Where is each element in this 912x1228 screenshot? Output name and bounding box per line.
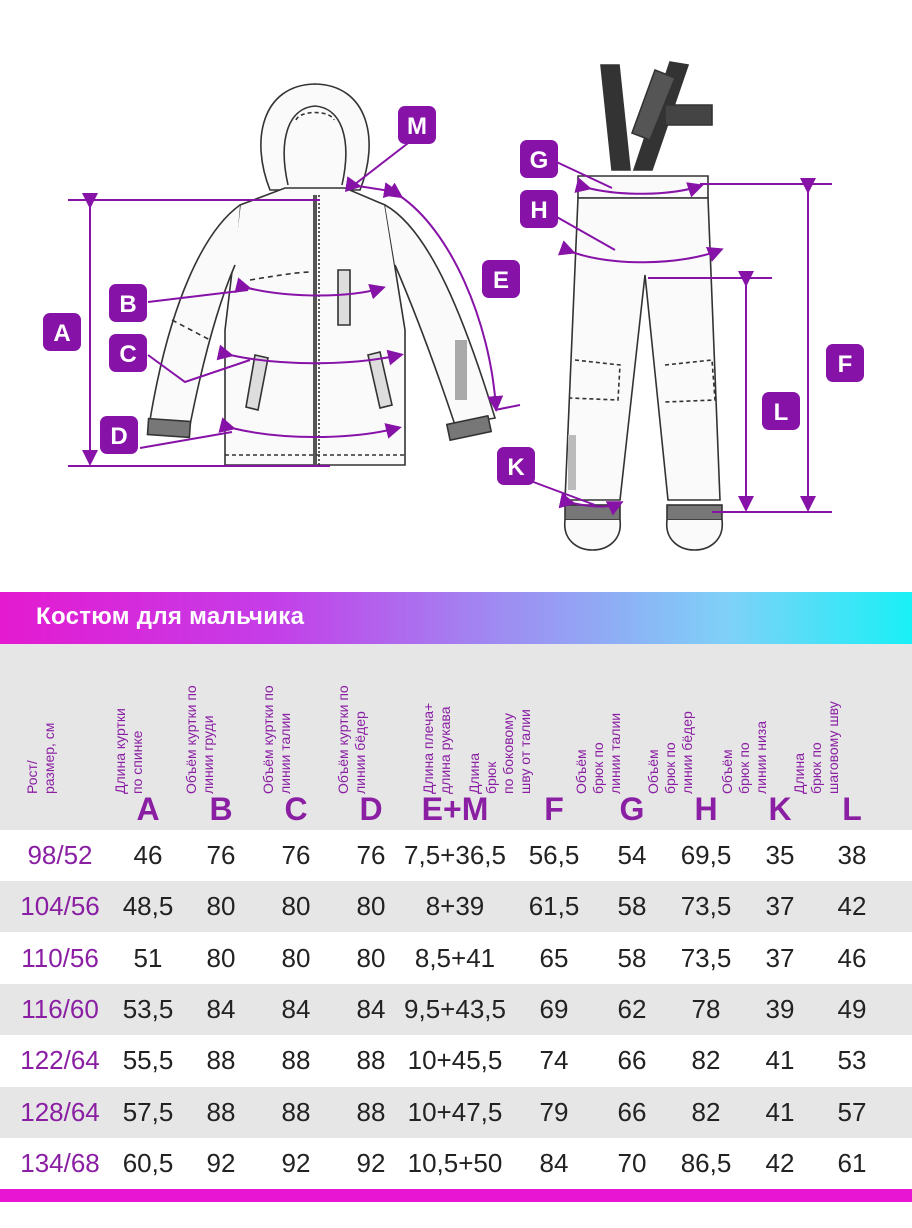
header-description: Длина брюк по шаговому шву [791, 701, 841, 794]
value-cell: 88 [281, 1096, 311, 1127]
value-cell: 54 [617, 840, 647, 870]
value-cell: 42 [765, 1147, 795, 1178]
header-description: Объём брюк по линии низа [719, 720, 769, 794]
jacket-drawing [147, 84, 495, 465]
header-letter: D [359, 791, 383, 827]
size-cell: 128/64 [20, 1096, 100, 1127]
value-cell: 73,5 [680, 891, 732, 922]
header-description: Длина брюк по боковому шву от талии [466, 709, 533, 794]
label-l [762, 392, 800, 430]
label-h [520, 190, 558, 228]
value-cell: 41 [765, 1045, 795, 1076]
value-cell: 82 [691, 1096, 721, 1127]
value-cell: 58 [617, 942, 647, 973]
label-k [497, 447, 535, 485]
value-cell: 86,5 [680, 1147, 732, 1178]
svg-text:F: F [837, 351, 853, 378]
header-description: Объём брюк по линии талии [573, 712, 623, 794]
value-cell: 69,5 [680, 840, 732, 870]
value-cell: 7,5+36,5 [404, 840, 506, 870]
value-cell: 80 [356, 891, 386, 922]
value-cell: 10+47,5 [407, 1096, 503, 1127]
header-description: Объём куртки по линии груди [183, 685, 216, 794]
svg-text:D: D [110, 423, 128, 450]
value-cell: 10,5+50 [407, 1147, 503, 1178]
table-row [0, 933, 912, 984]
header-letter: K [768, 791, 792, 827]
value-cell: 37 [765, 942, 795, 973]
header-letter: G [619, 791, 645, 827]
value-cell: 84 [206, 993, 236, 1024]
header-letter: A [136, 791, 160, 827]
value-cell: 57 [837, 1096, 867, 1127]
table-title: Костюм для мальчика [36, 603, 305, 630]
value-cell: 61 [837, 1147, 867, 1178]
header-letter: C [284, 791, 308, 827]
label-c [109, 334, 147, 372]
value-cell: 78 [691, 993, 721, 1024]
size-cell: 104/56 [20, 891, 100, 922]
svg-text:A: A [53, 320, 71, 347]
value-cell: 41 [765, 1096, 795, 1127]
value-cell: 80 [281, 891, 311, 922]
size-cell: 110/56 [21, 942, 99, 973]
value-cell: 56,5 [528, 840, 580, 870]
value-cell: 84 [281, 993, 311, 1024]
value-cell: 38 [837, 840, 867, 870]
header-description: Объём брюк по линии бёдер [645, 711, 695, 794]
value-cell: 84 [539, 1147, 569, 1178]
value-cell: 53 [837, 1045, 867, 1076]
header-letter: H [694, 791, 718, 827]
value-cell: 69 [539, 993, 569, 1024]
value-cell: 92 [206, 1147, 236, 1178]
label-g [520, 140, 558, 178]
header-description: Длина плеча+ длина рукава [420, 702, 453, 794]
value-cell: 88 [206, 1096, 236, 1127]
value-cell: 9,5+43,5 [404, 993, 506, 1024]
value-cell: 80 [281, 942, 311, 973]
value-cell: 51 [133, 942, 163, 973]
value-cell: 37 [765, 891, 795, 922]
pants-drawing [565, 62, 723, 550]
value-cell: 58 [617, 891, 647, 922]
value-cell: 79 [539, 1096, 569, 1127]
svg-text:C: C [119, 341, 137, 368]
label-f [826, 344, 864, 382]
header-description: Рост/ размер, см [24, 722, 57, 794]
size-cell: 98/52 [27, 840, 93, 870]
value-cell: 55,5 [122, 1045, 174, 1076]
svg-text:L: L [773, 399, 789, 426]
svg-text:E: E [492, 267, 510, 294]
value-cell: 8,5+41 [414, 942, 496, 973]
header-letter: B [209, 791, 233, 827]
value-cell: 88 [206, 1045, 236, 1076]
value-cell: 80 [206, 891, 236, 922]
label-a [43, 313, 81, 351]
label-e [482, 260, 520, 298]
value-cell: 46 [133, 840, 163, 870]
value-cell: 73,5 [680, 942, 732, 973]
value-cell: 48,5 [122, 891, 174, 922]
value-cell: 65 [539, 942, 569, 973]
value-cell: 49 [837, 993, 867, 1024]
value-cell: 66 [617, 1045, 647, 1076]
table-row [0, 881, 912, 932]
value-cell: 10+45,5 [407, 1045, 503, 1076]
value-cell: 61,5 [528, 891, 580, 922]
size-cell: 134/68 [20, 1147, 100, 1178]
value-cell: 92 [281, 1147, 311, 1178]
value-cell: 80 [356, 942, 386, 973]
value-cell: 46 [837, 942, 867, 973]
header-description: Объём куртки по линии бёдер [335, 685, 368, 794]
header-letter: E+M [421, 791, 489, 827]
svg-text:G: G [529, 147, 549, 174]
value-cell: 60,5 [122, 1147, 174, 1178]
value-cell: 74 [539, 1045, 569, 1076]
table-row [0, 1035, 912, 1086]
size-diagram [0, 0, 912, 590]
value-cell: 92 [356, 1147, 386, 1178]
value-cell: 70 [617, 1147, 647, 1178]
value-cell: 42 [837, 891, 867, 922]
value-cell: 57,5 [122, 1096, 174, 1127]
value-cell: 76 [206, 840, 236, 870]
value-cell: 88 [281, 1045, 311, 1076]
label-b [109, 284, 147, 322]
size-cell: 122/64 [20, 1045, 100, 1076]
svg-text:H: H [530, 197, 548, 224]
table-row [0, 984, 912, 1035]
value-cell: 53,5 [122, 993, 174, 1024]
value-cell: 66 [617, 1096, 647, 1127]
table-header [0, 644, 912, 830]
value-cell: 35 [765, 840, 795, 870]
header-letter: F [544, 791, 564, 827]
header-letter: L [842, 791, 862, 827]
svg-text:M: M [407, 113, 427, 140]
value-cell: 80 [206, 942, 236, 973]
label-d [100, 416, 138, 454]
table-title-bar [0, 592, 912, 644]
size-cell: 116/60 [21, 993, 99, 1024]
label-m [398, 106, 436, 144]
header-description: Объём куртки по линии талии [260, 685, 293, 794]
bottom-accent-bar [0, 1189, 912, 1202]
value-cell: 88 [356, 1096, 386, 1127]
header-description: Длина куртки по спинке [112, 708, 145, 794]
value-cell: 76 [356, 840, 386, 870]
value-cell: 76 [281, 840, 311, 870]
svg-text:K: K [507, 454, 525, 481]
value-cell: 62 [617, 993, 647, 1024]
svg-text:B: B [119, 291, 137, 318]
table-row [0, 830, 912, 881]
value-cell: 84 [356, 993, 386, 1024]
table-row [0, 1138, 912, 1189]
table-row [0, 1087, 912, 1138]
value-cell: 8+39 [425, 891, 485, 922]
value-cell: 39 [765, 993, 795, 1024]
value-cell: 82 [691, 1045, 721, 1076]
value-cell: 88 [356, 1045, 386, 1076]
